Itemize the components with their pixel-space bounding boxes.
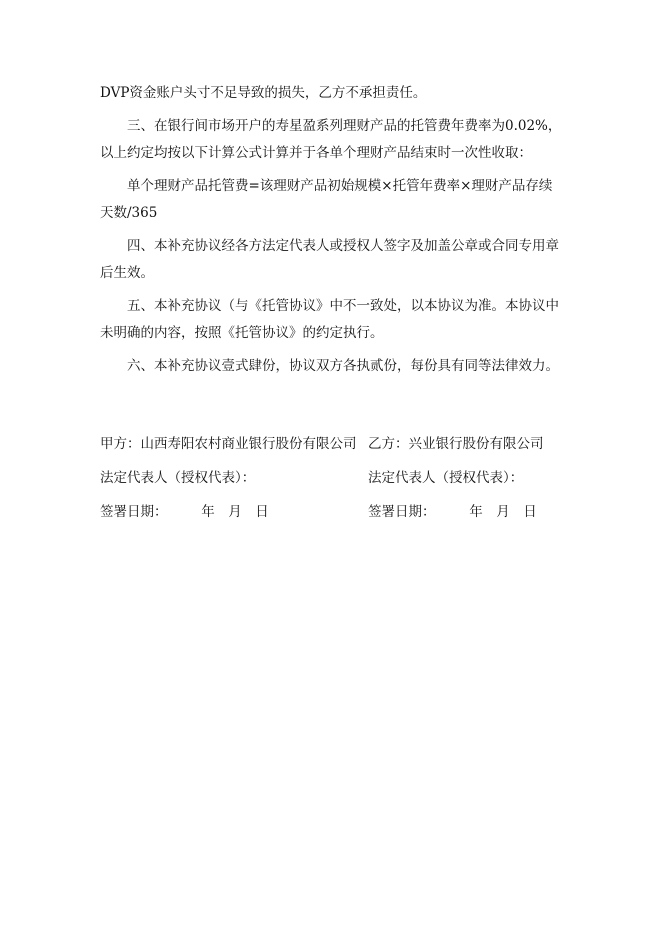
paragraph-fee-formula: 单个理财产品托管费=该理财产品初始规模×托管年费率×理财产品存续天数/365 [100, 178, 553, 221]
agreement-body [100, 80, 562, 386]
party-a-representative: 法定代表人（授权代表）： [100, 470, 256, 486]
party-a-sign-date: 签署日期： 年 月 日 [100, 504, 269, 520]
party-b-sign-date: 签署日期： 年 月 日 [368, 504, 537, 520]
party-row [100, 425, 562, 459]
paragraph-fee-rate: 三、在银行间市场开户的寿星盈系列理财产品的托管费年费率为0.02%，以上约定均按以下计算公式计算并于各单个理财产品结束时一次性收取： [100, 118, 562, 161]
signature-block [100, 425, 562, 527]
party-b-name: 乙方：兴业银行股份有限公司 [368, 436, 544, 452]
party-b-representative: 法定代表人（授权代表）： [368, 470, 524, 486]
paragraph-copies: 六、本补充协议壹式肆份，协议双方各执贰份，每份具有同等法律效力。 [127, 358, 559, 374]
party-a-name: 甲方：山西寿阳农村商业银行股份有限公司 [100, 436, 357, 452]
paragraph-effectiveness: 四、本补充协议经各方法定代表人或授权人签字及加盖公章或合同专用章后生效。 [100, 238, 559, 281]
representative-row [100, 459, 562, 493]
paragraph-dvp-loss: DVP资金账户头寸不足导致的损失，乙方不承担责任。 [100, 85, 427, 101]
date-row [100, 493, 562, 527]
paragraph-precedence: 五、本补充协议（与《托管协议》中不一致处，以本协议为准。本协议中未明确的内容，按照《托管协议》的约定执行。 [100, 298, 559, 341]
